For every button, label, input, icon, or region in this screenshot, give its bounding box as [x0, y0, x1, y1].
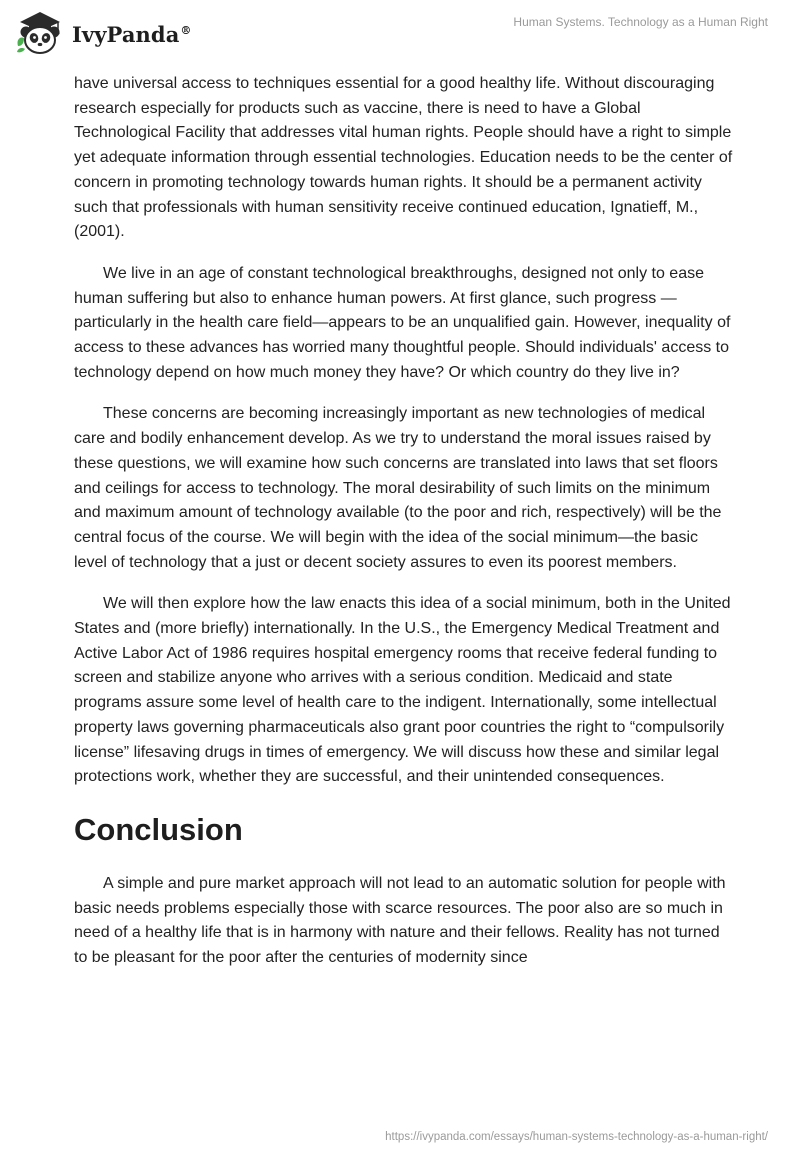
running-title: Human Systems. Technology as a Human Right — [513, 15, 768, 29]
brand-name: IvyPanda® — [72, 21, 192, 47]
conclusion-heading: Conclusion — [74, 811, 243, 847]
page-header — [0, 0, 800, 64]
paragraph: We will then explore how the law enacts this idea of a social minimum, both in the United States and (more briefly) internationally. In the U.S., the Emergency Medical Treatment and Active Labor Act of 1986 requires hospital emergency rooms that receive federal funding to screen and stabilize anyone who arrives with a serious condition. Medicaid and state programs assure some level of health care to the indigent. Internationally, some intellectual property laws governing pharmaceuticals also grant poor countries the right to “compulsorily license” lifesaving drugs in times of emergency. We will discuss how these and similar legal protections work, whether they are successful, and their unintended consequences. — [74, 595, 731, 786]
source-url[interactable]: https://ivypanda.com/essays/human-systems-technology-as-a-human-right/ — [385, 1131, 768, 1143]
registered-mark: ® — [180, 23, 192, 37]
essay-body — [74, 72, 734, 988]
paragraph: We live in an age of constant technological breakthroughs, designed not only to ease human suffering but also to enhance human powers. At first glance, such progress — particularly in the health care field—appears to be an unqualified gain. However, inequality of access to these advances has worried many thoughtful people. Should individuals' access to technology depend on how much money they have? Or which country do they live in? — [74, 264, 731, 381]
ivypanda-logo[interactable] — [14, 8, 192, 56]
paragraph: These concerns are becoming increasingly important as new technologies of medical care and bodily enhancement develop. As we try to understand the moral issues raised by these questions, we will examine how such concerns are translated into laws that set floors and ceilings for access to technology. The moral desirability of such limits on the minimum and maximum amount of technology available (to the poor and rich, respectively) will be the central focus of the course. We will begin with the idea of the social minimum—the basic level of technology that a just or decent society assures to even its poorest members. — [74, 405, 722, 571]
paragraph-continued: have universal access to techniques essential for a good healthy life. Without discouraging research especially for products such as vaccine, there is need to have a Global Technological Facility that addresses vital human rights. People should have a right to simple yet adequate information through essential technologies. Education needs to be the center of concern in promoting technology towards human rights. It should be a permanent activity such that professionals with human sensitivity receive continued education, Ignatieff, M., (2001). — [74, 75, 733, 241]
panda-graduation-cap-icon — [14, 8, 66, 56]
conclusion-paragraph: A simple and pure market approach will not lead to an automatic solution for people with basic needs problems especially those with scarce resources. The poor also are so much in need of a healthy life that is in harmony with nature and their fellows. Reality has not turned to be pleasant for the poor after the centuries of modernity since — [74, 874, 726, 967]
